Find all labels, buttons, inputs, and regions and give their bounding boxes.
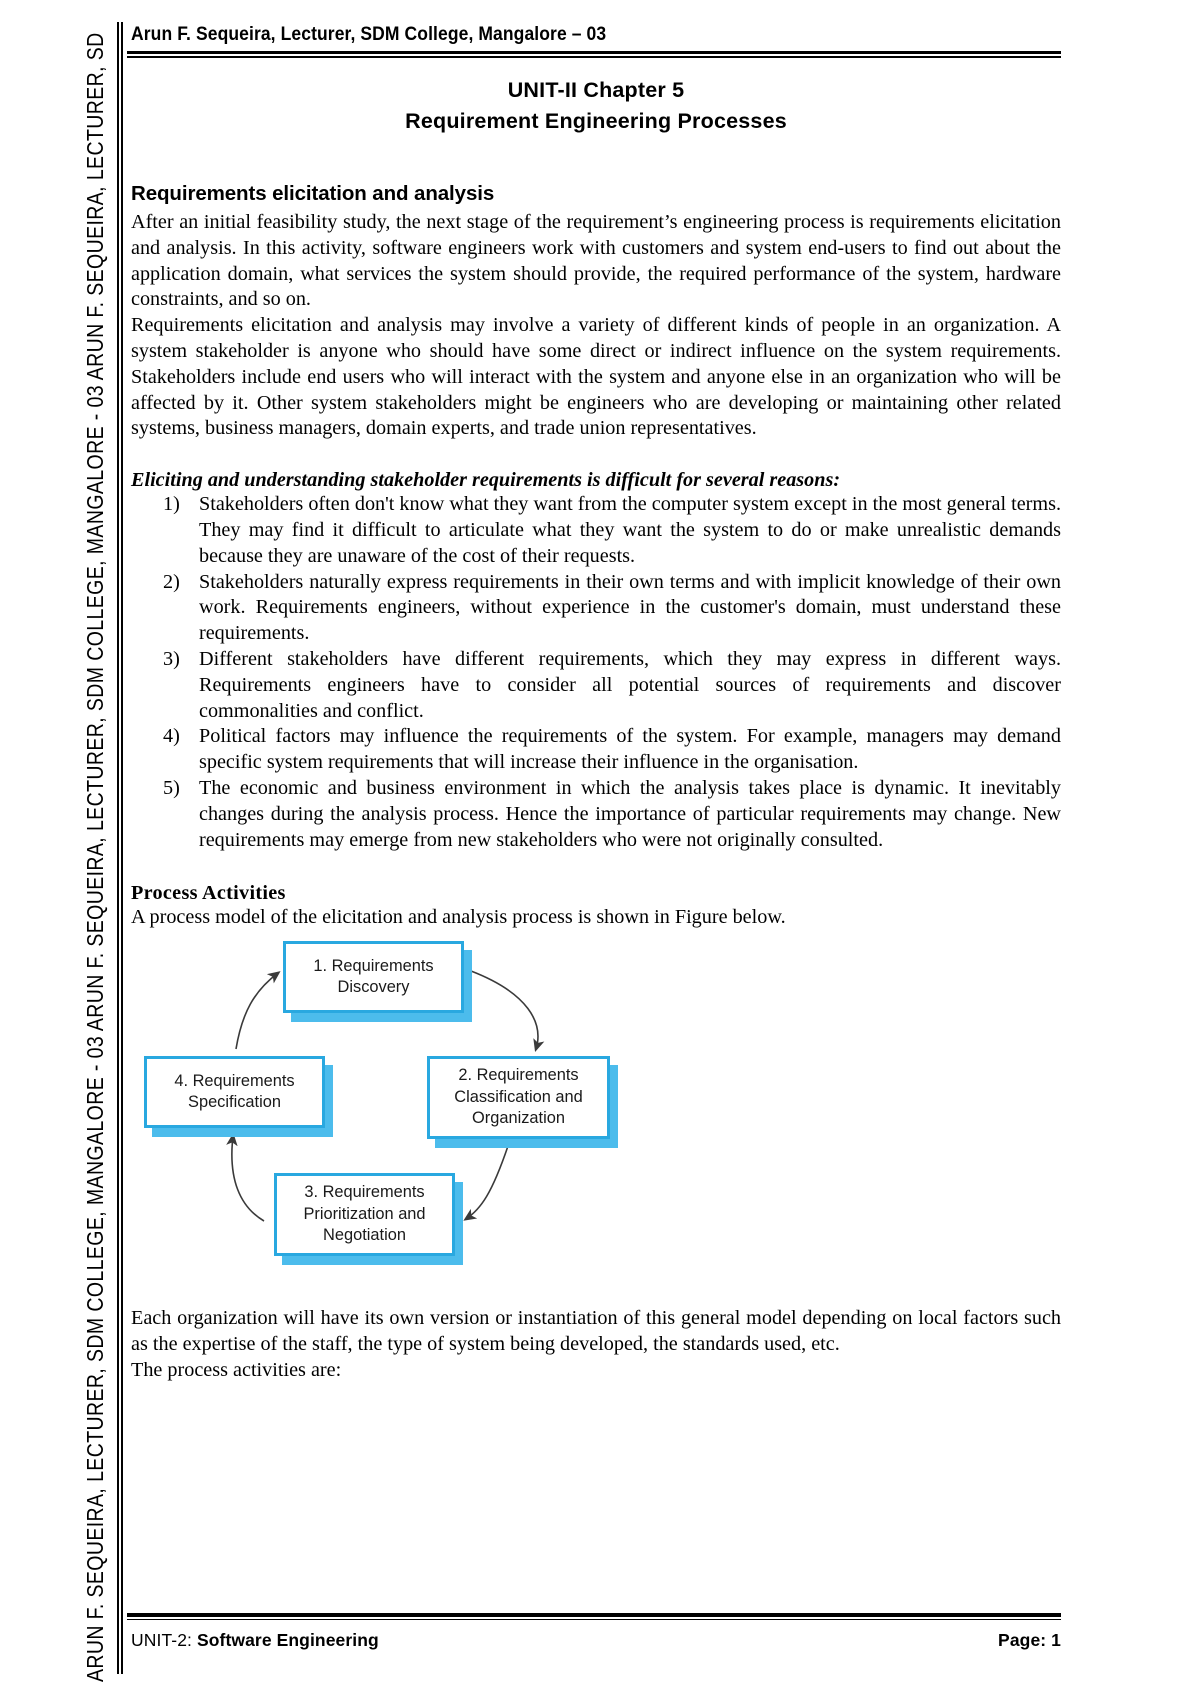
closing-line: The process activities are: — [131, 1358, 342, 1381]
list-item — [131, 647, 1061, 724]
list-item — [131, 776, 1061, 853]
reasons-list — [131, 492, 1061, 853]
box1-line-2: Discovery — [337, 978, 410, 997]
box4-line-2: Specification — [188, 1093, 281, 1112]
list-item-text: Stakeholders naturally express requirements in their own terms and with implicit knowledge of their own work. Requirements engineers, without experience in the customer's domain, must understand these requirements. — [199, 570, 1061, 645]
document-body — [131, 182, 1061, 1384]
header-rule — [127, 51, 1061, 58]
process-cycle-diagram — [136, 931, 696, 1276]
list-item-text: Political factors may influence the requirements of the system. For example, managers may demand specific system requirements that will increase their influence in the organisation. — [199, 725, 1061, 774]
diagram-box-requirements-prioritization — [274, 1173, 455, 1256]
list-item — [131, 570, 1061, 647]
diagram-box-requirements-classification — [427, 1056, 610, 1139]
header-author-line: Arun F. Sequeira, Lecturer, SDM College, Mangalore – 03 — [131, 22, 607, 45]
footer-subject-label: Software Engineering — [196, 1630, 379, 1650]
footer-unit-label: UNIT-2: — [131, 1630, 197, 1650]
closing-paragraph: Each organization will have its own version or instantiation of this general model depending on local factors such as the expertise of the staff, the type of system being developed, the standards used, etc. — [131, 1307, 1061, 1355]
title-line-2: Requirement Engineering Processes — [405, 109, 787, 133]
list-item-number: 1) — [163, 493, 180, 516]
list-item — [131, 724, 1061, 776]
side-rule-inner — [117, 22, 119, 1674]
list-item-number: 5) — [163, 776, 180, 799]
box4-line-1: 4. Requirements — [174, 1071, 295, 1090]
box3-line-3: Negotiation — [323, 1226, 406, 1245]
paragraph-1: After an initial feasibility study, the next stage of the requirement’s engineering process is requirements elicitation and analysis. In this activity, software engineers work with customers and system end-users to find out about the application domain, what services the system should provide, the required performance of the system, hardware constraints, and so on. — [131, 211, 1061, 311]
side-watermark-strip — [78, 0, 122, 1696]
footer-left — [131, 1630, 379, 1651]
side-watermark-text: ARUN F. SEQUEIRA, LECTURER, SDM COLLEGE, MANGALORE - 03 ARUN F. SEQUEIRA, LECTURER, SDM COLLEGE, MANGALORE - 03 ARUN F. SEQUEIRA, LECTURER, SD — [83, 32, 109, 1682]
side-rule-outer — [121, 22, 123, 1674]
box3-line-1: 3. Requirements — [304, 1183, 425, 1202]
reasons-heading: Eliciting and understanding stakeholder requirements is difficult for several reasons: — [131, 469, 841, 492]
list-item-text: Stakeholders often don't know what they want from the computer system except in the most general terms. They may find it difficult to articulate what they want the system to do or make unrealistic demands because they are unaware of the cost of their requests. — [199, 493, 1061, 567]
list-item-number: 2) — [163, 570, 180, 593]
page-title — [131, 75, 1061, 137]
list-item-text: Different stakeholders have different requirements, which they may express in different ways. Requirements engineers have to consider all potential sources of requirements and discover commonalities and conflict. — [199, 647, 1061, 722]
section-heading-elicitation: Requirements elicitation and analysis — [131, 182, 495, 205]
list-item-text: The economic and business environment in which the analysis takes place is dynamic. It inevitably changes during the analysis process. Hence the importance of particular requirements may change. New requirements may emerge from new stakeholders who were not originally consulted. — [199, 776, 1061, 851]
side-watermark-rotated — [78, 0, 114, 1696]
box2-line-1: 2. Requirements — [458, 1066, 579, 1085]
diagram-box-requirements-discovery — [283, 941, 464, 1013]
list-item — [131, 492, 1061, 569]
list-item-number: 3) — [163, 647, 180, 670]
title-line-1: UNIT-II Chapter 5 — [507, 78, 685, 102]
list-item-number: 4) — [163, 725, 180, 748]
footer-page-number: Page: 1 — [998, 1630, 1061, 1650]
section-heading-process-activities: Process Activities — [131, 882, 286, 905]
box1-line-1: 1. Requirements — [313, 956, 434, 975]
box2-line-3: Organization — [472, 1109, 565, 1128]
box2-line-2: Classification and — [454, 1087, 583, 1106]
footer-rule — [127, 1613, 1061, 1620]
paragraph-2: Requirements elicitation and analysis may involve a variety of different kinds of people in an organization. A system stakeholder is anyone who should have some direct or indirect influence on the system requirements. Stakeholders include end users who will interact with the system and anyone else in an organization who will be affected by it. Other system stakeholders might be engineers who are developing or maintaining other related systems, business managers, domain experts, and trade union representatives. — [131, 314, 1061, 440]
process-intro-text: A process model of the elicitation and analysis process is shown in Figure below. — [131, 906, 786, 929]
diagram-box-requirements-specification — [144, 1056, 325, 1128]
box3-line-2: Prioritization and — [303, 1204, 426, 1223]
page-footer — [131, 1630, 1061, 1651]
